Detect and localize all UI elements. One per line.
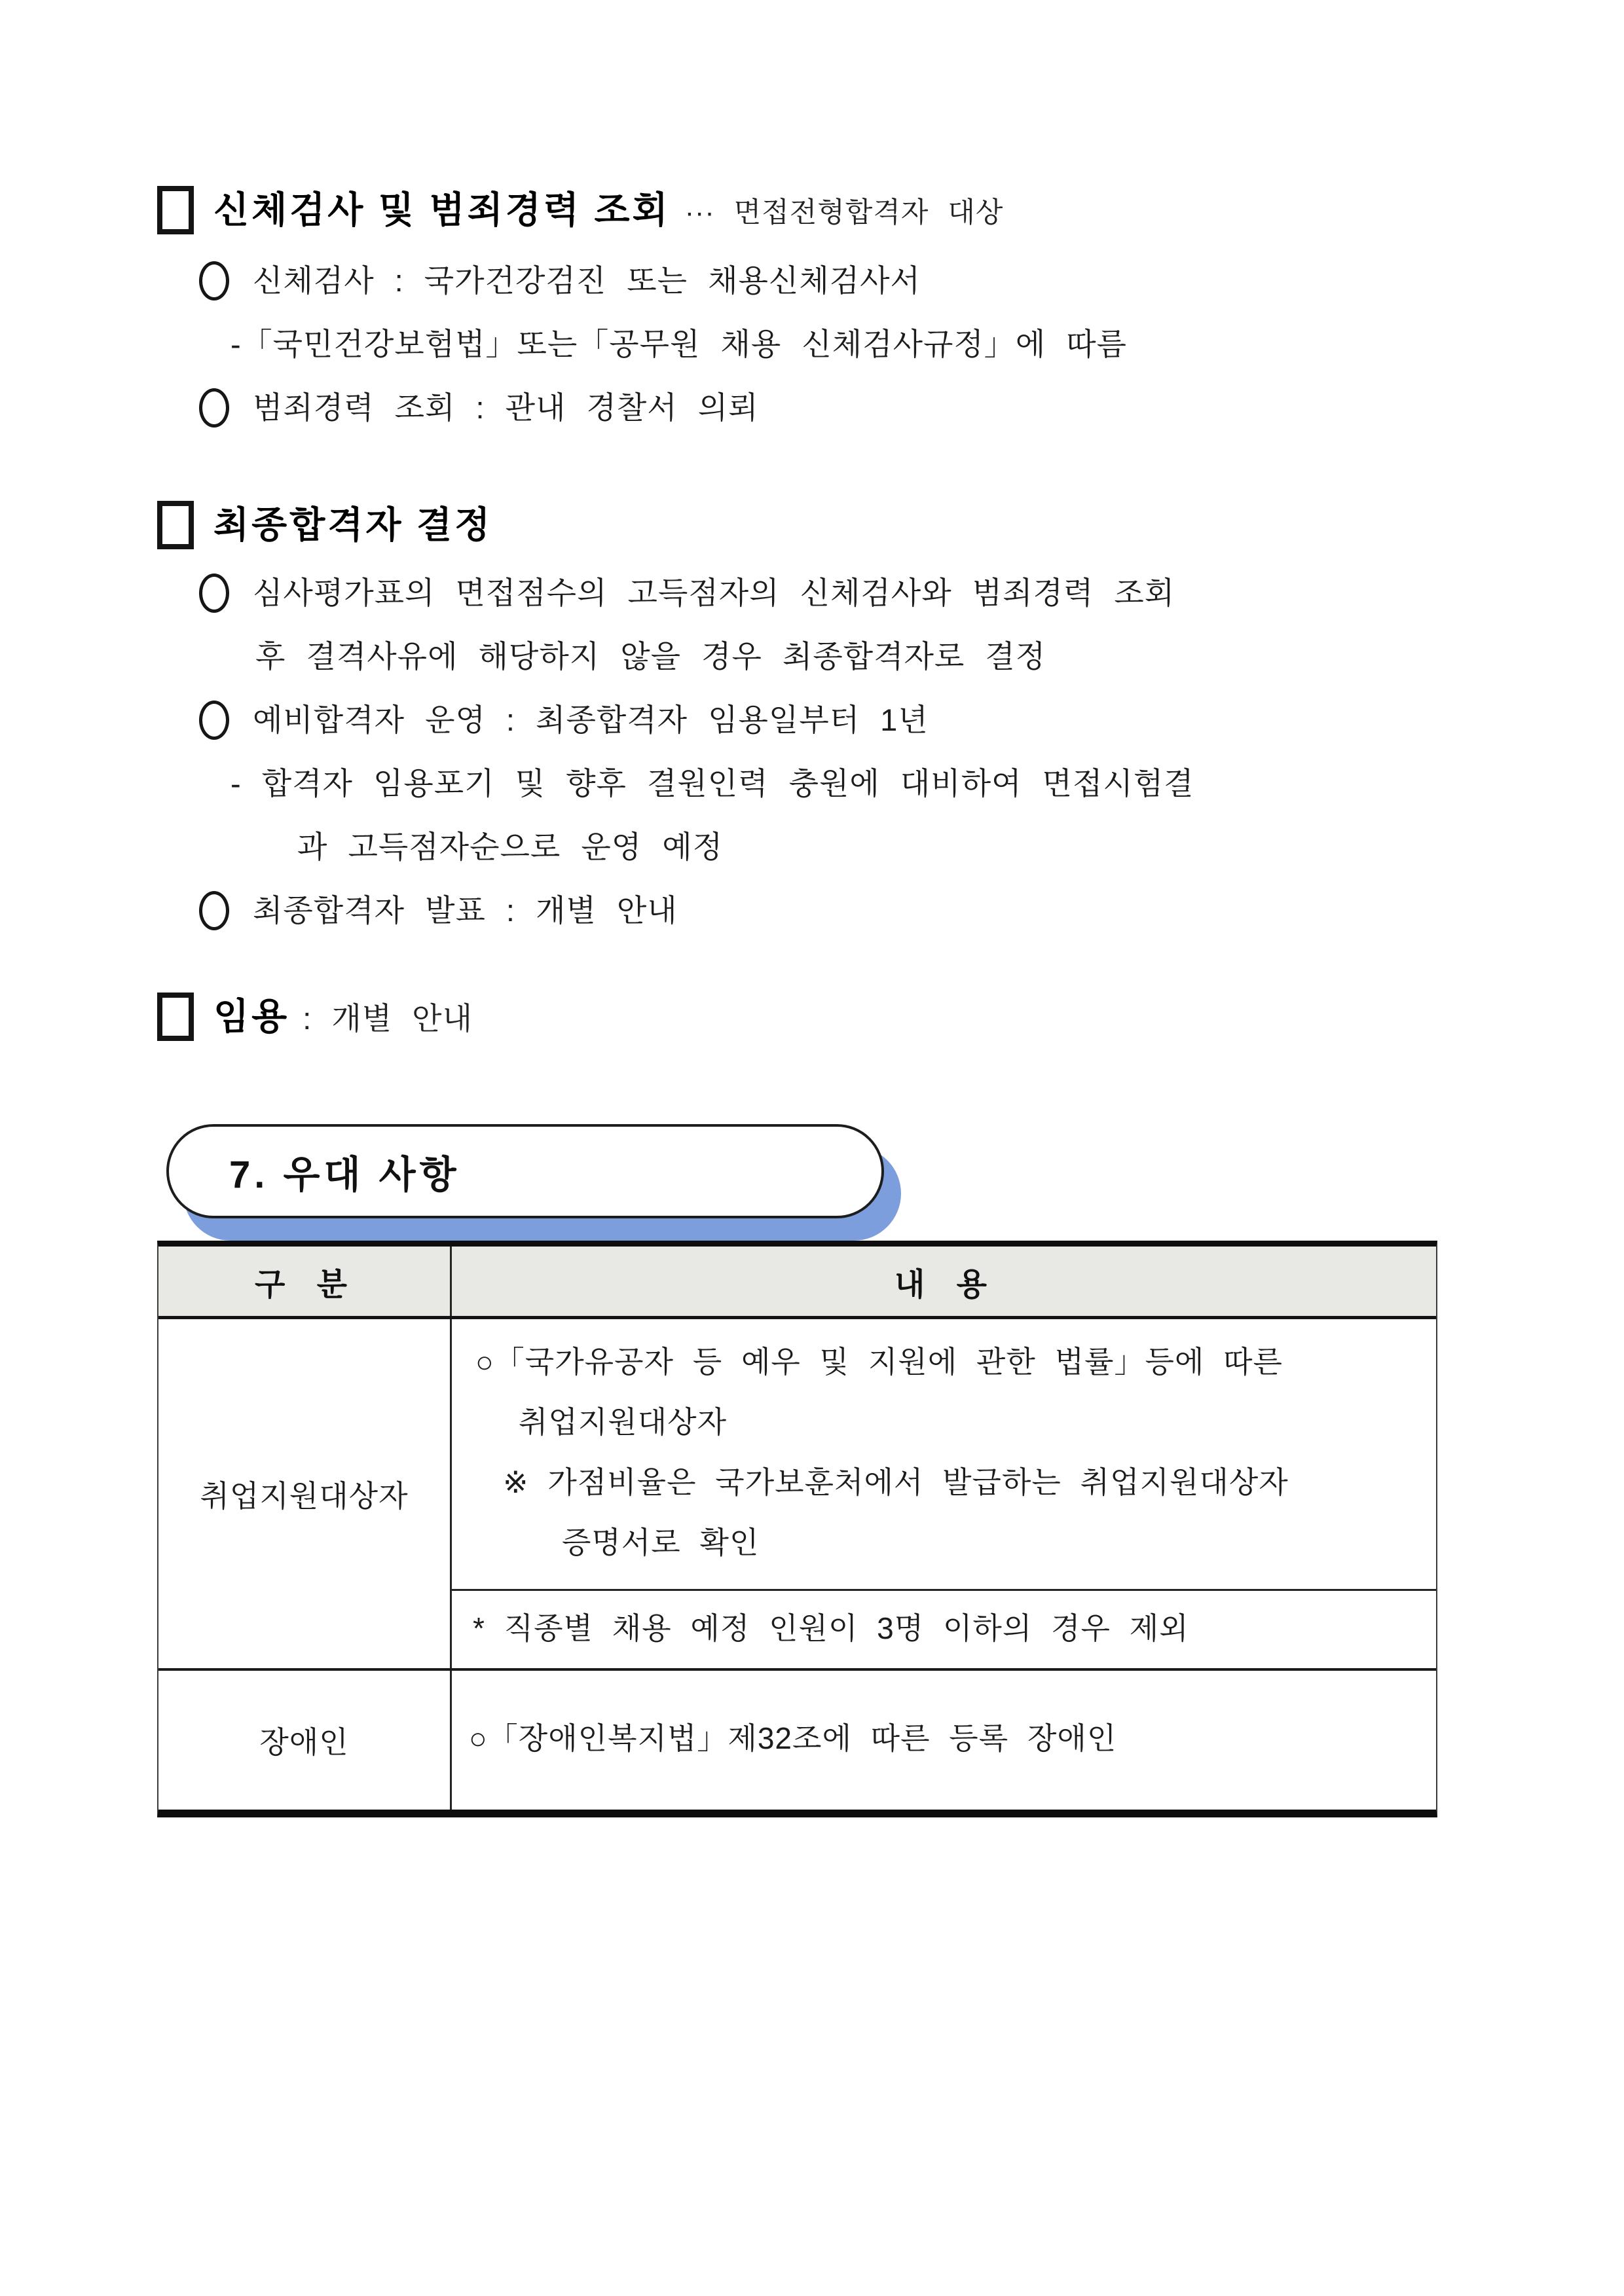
- list-item: [157, 387, 1545, 429]
- table-header-category: 구 분: [158, 1247, 452, 1316]
- list-item-text: 예비합격자 운영 : 최종합격자 임용일부터 1년: [253, 702, 929, 737]
- square-bullet-icon: [157, 501, 194, 549]
- section7-pill-heading: [166, 1124, 884, 1222]
- list-item-continuation: [157, 826, 1545, 868]
- circle-bullet-icon: [199, 574, 229, 613]
- list-item: [157, 699, 1545, 741]
- square-bullet-icon: [157, 993, 194, 1041]
- list-item-text: 최종합격자 발표 : 개별 안내: [253, 893, 678, 928]
- circle-bullet-icon: [199, 891, 229, 930]
- circle-bullet-icon: [199, 701, 229, 740]
- table-content-line: 증명서로 확인: [562, 1525, 760, 1559]
- table-content-line: ※ 가점비율은 국가보훈처에서 발급하는 취업지원대상자: [503, 1465, 1289, 1499]
- list-item-text: 후 결격사유에 해당하지 않을 경우 최종합격자로 결정: [255, 639, 1046, 674]
- table-cell-note: * 직종별 채용 예정 인원이 3명 이하의 경우 제외: [473, 1611, 1189, 1645]
- table-cell-category: 취업지원대상자: [158, 1319, 452, 1668]
- list-item-text: -「국민건강보험법」또는「공무원 채용 신체검사규정」에 따름: [231, 327, 1128, 361]
- table-content-line: ○「국가유공자 등 예우 및 지원에 관한 법률」등에 따른: [475, 1345, 1283, 1379]
- list-item-text: 범죄경력 조회 : 관내 경찰서 의뢰: [253, 390, 759, 425]
- section-heading-1: [157, 182, 1545, 238]
- section-heading-2: [157, 500, 1545, 551]
- list-item-dash: [157, 763, 1545, 805]
- list-item-text: 과 고득점자순으로 운영 예정: [297, 829, 723, 864]
- pill-body: [166, 1124, 884, 1218]
- table-row-employment-support: [158, 1319, 1436, 1671]
- section-heading-2-text: 최종합격자 결정: [213, 504, 493, 545]
- circle-bullet-icon: [199, 388, 229, 428]
- table-row-disabled: [158, 1671, 1436, 1810]
- list-item-text: - 합격자 임용포기 및 향후 결원인력 충원에 대비하여 면접시험결: [231, 766, 1194, 801]
- list-item-dash: [157, 323, 1545, 365]
- list-item-text: 심사평가표의 면접점수의 고득점자의 신체검사와 범죄경력 조회: [253, 575, 1175, 610]
- section-heading-3-text: 임용: [213, 996, 290, 1037]
- table-cell-content: [452, 1319, 1436, 1591]
- list-item: [157, 572, 1545, 614]
- list-item: [157, 890, 1545, 932]
- table-content-line: 취업지원대상자: [519, 1405, 728, 1439]
- section-heading-3: [157, 989, 1545, 1044]
- table-cell-content: ○「장애인복지법」제32조에 따른 등록 장애인: [469, 1721, 1117, 1755]
- section-heading-1-text: 신체검사 및 범죄경력 조회: [213, 189, 671, 230]
- table-header-row: [158, 1247, 1436, 1319]
- list-item-text: 신체검사 : 국가건강검진 또는 채용신체검사서: [253, 263, 921, 298]
- list-item-continuation: [157, 636, 1545, 678]
- table-cell-category: 장애인: [158, 1671, 452, 1810]
- circle-bullet-icon: [199, 261, 229, 301]
- list-item: [157, 260, 1545, 302]
- pill-label: 7. 우대 사항: [229, 1154, 460, 1196]
- table-header-content: 내 용: [894, 1267, 994, 1302]
- section-heading-1-note: ··· 면접전형합격자 대상: [684, 197, 1004, 228]
- section-heading-3-note: : 개별 안내: [303, 1001, 473, 1036]
- preference-table: [157, 1241, 1437, 1817]
- table-cell-content-group: [452, 1319, 1436, 1668]
- square-bullet-icon: [157, 186, 194, 234]
